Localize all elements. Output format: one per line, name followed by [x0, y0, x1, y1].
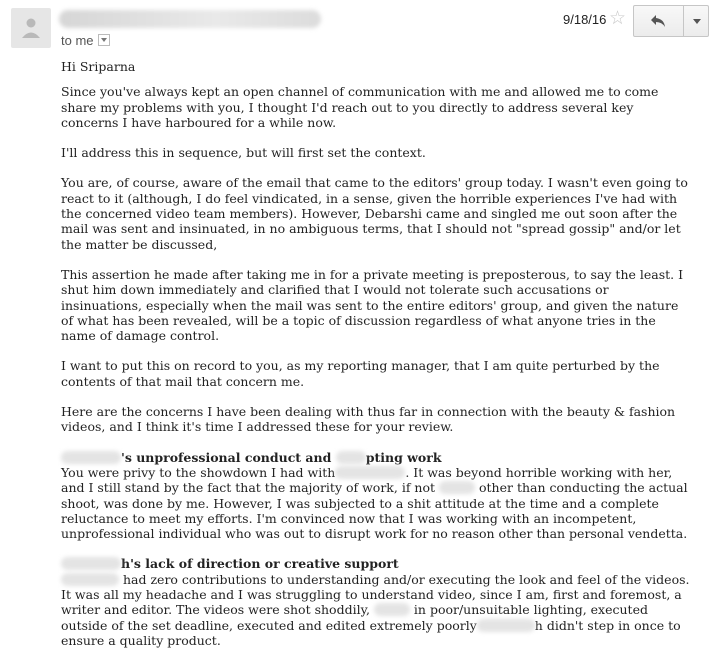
section-1-text-a: You were privy to the showdown I had with [61, 464, 336, 480]
section-1-text-b: . It was beyond horrible working with her, and I still stand by the fact that the majority of work, if not [61, 464, 673, 496]
section-1-text-c: other than conducting the actual shoot, was done by me. However, I was subjected to a shit attitude at the time and a complete reluctance to meet my efforts. I'm convinced now that I was working with an incompetent, unprofessional individual who was out to disrupt work for no reason other than personal vendetta. [61, 480, 688, 542]
redaction [336, 451, 366, 464]
section-2-heading-text: h's lack of direction or creative support [121, 556, 399, 572]
redaction [61, 573, 119, 586]
email-body [61, 59, 691, 648]
paragraph-3: You are, of course, aware of the email that came to the editors' group today. I wasn't even going to react to it (although, I do feel vindicated, in a sense, given the horrible experiences I've had with the concerned video team members). However, Debarshi came and singled me out soon after the mail was sent and insinuated, in no ambiguous terms, that I should not "spread gossip" and/or let the matter be discussed, [61, 175, 688, 252]
redaction [61, 557, 121, 570]
more-actions-dropdown[interactable] [683, 6, 709, 36]
section-2-text-c: h didn't step in once to ensure a quality product. [61, 617, 681, 648]
section-2-text-b: in poor/unsuitable lighting, executed outside of the set deadline, executed and edited extremely poorly [61, 602, 648, 633]
email-date: 9/18/16 [563, 12, 607, 27]
section-2-heading [61, 556, 691, 571]
paragraph-2: I'll address this in sequence, but will first set the context. [61, 145, 426, 161]
to-me-label: to me [61, 33, 94, 48]
sender-name-redacted [59, 10, 321, 28]
reply-button[interactable] [634, 6, 683, 36]
section-1-heading-text-a: 's unprofessional conduct and [121, 449, 336, 465]
redaction [477, 619, 535, 632]
reply-arrow-icon [650, 14, 666, 28]
paragraph-6: Here are the concerns I have been dealing with thus far in connection with the beauty & fashion videos, and I think it's time I addressed these for your review. [61, 404, 676, 435]
star-icon[interactable]: ☆ [609, 7, 627, 29]
redaction [335, 466, 405, 479]
recipient-line [61, 33, 110, 48]
section-2-text [61, 572, 691, 648]
redaction [439, 481, 475, 494]
section-2-text-a: had zero contributions to understanding and/or executing the look and feel of the videos. It was all my headache and I was struggling to understand video, since I am, first and foremost, a writer and editor. The videos were shot shoddily, [61, 571, 690, 618]
section-1-text [61, 465, 691, 541]
show-details-dropdown[interactable] [98, 34, 110, 46]
greeting: Hi Sriparna [61, 59, 136, 74]
paragraph-5: I want to put this on record to you, as my reporting manager, that I am quite perturbed by the contents of that mail that concern me. [61, 358, 660, 389]
redaction [374, 603, 410, 616]
section-1-heading-text-b: pting work [365, 449, 442, 465]
sender-avatar [11, 8, 51, 48]
redaction [61, 451, 121, 464]
paragraph-1: Since you've always kept an open channel of communication with me and allowed me to come share my problems with you, I thought I'd reach out to you directly to address several key concerns I have harboured for a while now. [61, 84, 659, 130]
avatar-person-icon [11, 8, 51, 48]
reply-button-group [633, 5, 709, 37]
paragraph-4: This assertion he made after taking me in for a private meeting is preposterous, to say the least. I shut him down immediately and clarified that I would not tolerate such accusations or insinuations, especially when the mail was sent to the entire editors' group, and given the nature of what has been revealed, will be a topic of discussion regardless of what anyone tries in the name of damage control. [61, 266, 684, 344]
section-1-heading [61, 450, 691, 465]
